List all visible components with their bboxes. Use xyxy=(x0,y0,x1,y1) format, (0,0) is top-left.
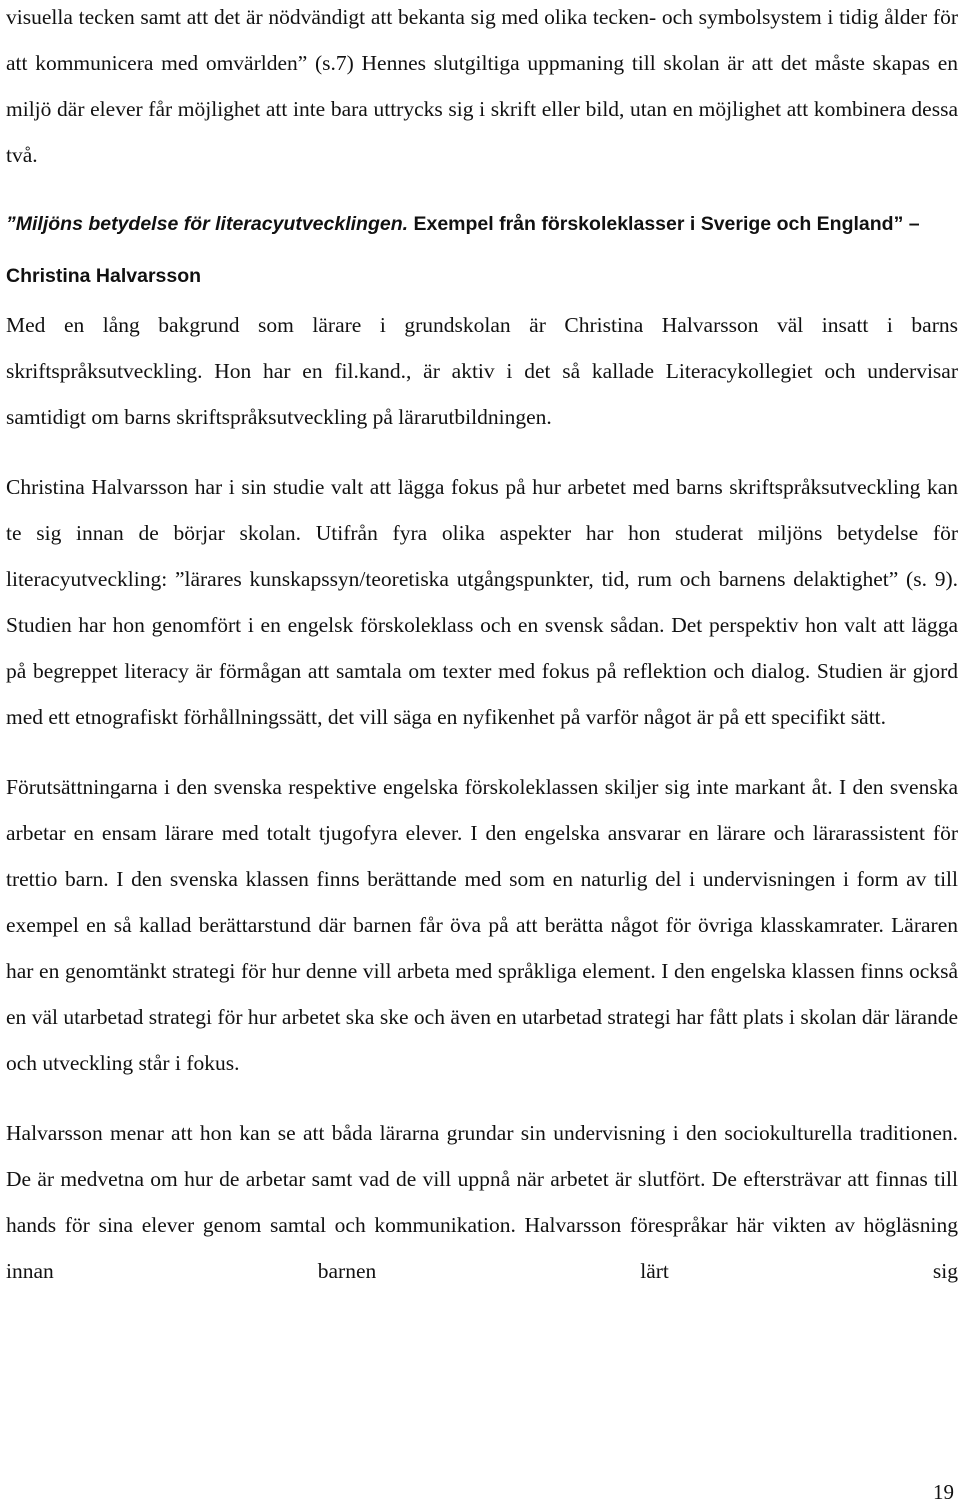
body-paragraph: Förutsättningarna i den svenska respektive engelska förskoleklassen skiljer sig inte markant åt. I den svenska arbetar en ensam lärare med totalt tjugofyra elever. I den engelska ansvarar en lärare och lärarassistent för trettio barn. I den svenska klassen finns berättande med som en naturlig del i undervisningen i form av till exempel en så kallad berättarstund där barnen får öva på att berätta något för övriga klasskamrater. Läraren har en genomtänkt strategi för hur denne vill arbeta med språkliga element. I den engelska klassen finns också en väl utarbetad strategi för hur arbetet ska ske och även en utarbetad strategi har fått plats i skolan där lärande och utveckling står i fokus. xyxy=(6,775,958,1075)
body-paragraph: Christina Halvarsson har i sin studie valt att lägga fokus på hur arbetet med barns skriftspråksutveckling kan te sig innan de börjar skolan. Utifrån fyra olika aspekter har hon studerat miljöns betydelse för literacyutveckling: ”lärares kunskapssyn/teoretiska utgångspunkter, tid, rum och barnens delaktighet” (s. 9). Studien har hon genomfört i en engelsk förskoleklass och en svensk sådan. Det perspektiv hon valt att lägga på begreppet literacy är förmågan att samtala om texter med fokus på reflektion och dialog. Studien är gjord med ett etnografiskt förhållningssätt, det vill säga en nyfikenhet på varför något är på ett specifikt sätt. xyxy=(6,475,958,729)
section-heading xyxy=(6,198,958,302)
body-paragraph: Halvarsson menar att hon kan se att båda lärarna grundar sin undervisning i den sociokulturella traditionen. De är medvetna om hur de arbetar samt vad de vill uppnå när arbetet är slutfört. De eftersträvar att finnas till hands för sina elever genom samtal och kommunikation. Halvarsson förespråkar här vikten av högläsning innan barnen lärt sig xyxy=(6,1121,958,1283)
document-page xyxy=(6,0,958,1294)
section-heading-title: ”Miljöns betydelse för literacyutvecklingen. xyxy=(6,213,409,235)
intro-paragraph: visuella tecken samt att det är nödvändigt att bekanta sig med olika tecken- och symbolsystem i tidig ålder för att kommunicera med omvärlden” (s.7) Hennes slutgiltiga uppmaning till skolan är att det måste skapas en miljö där elever får möjlighet att inte bara uttrycks sig i skrift eller bild, utan en möjlighet att kombinera dessa två. xyxy=(6,5,958,167)
section-heading-subtitle: Exempel från förskoleklasser i Sverige och England” – Christina Halvarsson xyxy=(6,213,920,287)
body-paragraph: Med en lång bakgrund som lärare i grundskolan är Christina Halvarsson väl insatt i barns skriftspråksutveckling. Hon har en fil.kand., är aktiv i det så kallade Literacykollegiet och undervisar samtidigt om barns skriftspråksutveckling på lärarutbildningen. xyxy=(6,313,958,429)
page-number: 19 xyxy=(933,1480,954,1504)
